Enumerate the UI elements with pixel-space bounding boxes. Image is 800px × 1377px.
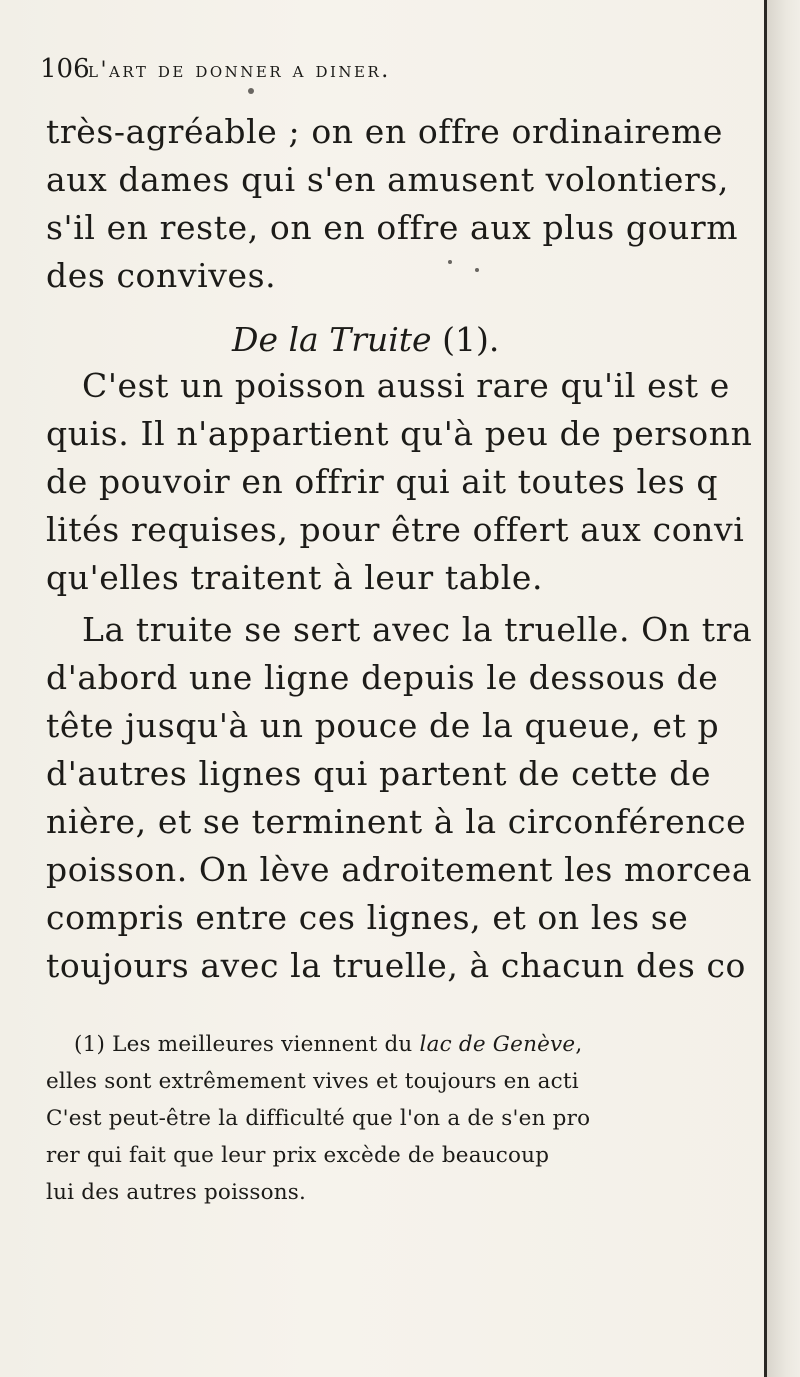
page-number: 106 [40,54,90,84]
body-line: lités requises, pour être offert aux convi [46,510,745,549]
ink-speck [448,260,452,264]
page-gutter-shadow [767,0,800,1377]
body-line: compris entre ces lignes, et on les se [46,898,689,937]
body-line: La truite se sert avec la truelle. On tra [82,610,753,649]
ink-speck [248,88,254,94]
body-line: s'il en reste, on en offre aux plus gourm [46,208,739,247]
body-line: toujours avec la truelle, à chacun des co [46,946,746,985]
footnote-place-name: lac de Genève [419,1032,576,1057]
body-line: poisson. On lève adroitement les morcea [46,850,753,889]
footnote-marker: (1) [74,1032,106,1057]
body-line: quis. Il n'appartient qu'à peu de personn [46,414,753,453]
footnote-line: rer qui fait que leur prix excède de beaucoup [46,1143,550,1168]
footnote-line: elles sont extrêmement vives et toujours en acti [46,1069,579,1094]
body-line: tête jusqu'à un pouce de la queue, et p [46,706,720,745]
body-line: aux dames qui s'en amusent volontiers, [46,160,729,199]
body-line: des convives. [46,256,277,295]
body-line: d'abord une ligne depuis le dessous de [46,658,719,697]
body-line: de pouvoir en offrir qui ait toutes les q [46,462,719,501]
running-header [40,54,760,94]
footnote-line: lui des autres poissons. [46,1180,307,1205]
footnote-text: Les meilleures viennent du [112,1032,420,1057]
footnote-punct: , [575,1032,583,1057]
ink-speck [475,268,479,272]
body-line: nière, et se terminent à la circonférence [46,802,747,841]
running-title: l'art de donner a diner. [88,58,391,83]
body-line: très-agréable ; on en offre ordinaireme [46,112,724,151]
section-heading [232,320,499,359]
footnote-reference: (1). [442,320,500,359]
section-heading-text: De la Truite [232,320,432,359]
footnote-line [74,1032,582,1057]
page-gutter-edge [764,0,767,1377]
body-line: d'autres lignes qui partent de cette de [46,754,712,793]
body-line: qu'elles traitent à leur table. [46,558,544,597]
footnote-line: C'est peut-être la difficulté que l'on a de s'en pro [46,1106,591,1131]
body-line: C'est un poisson aussi rare qu'il est e [82,366,730,405]
